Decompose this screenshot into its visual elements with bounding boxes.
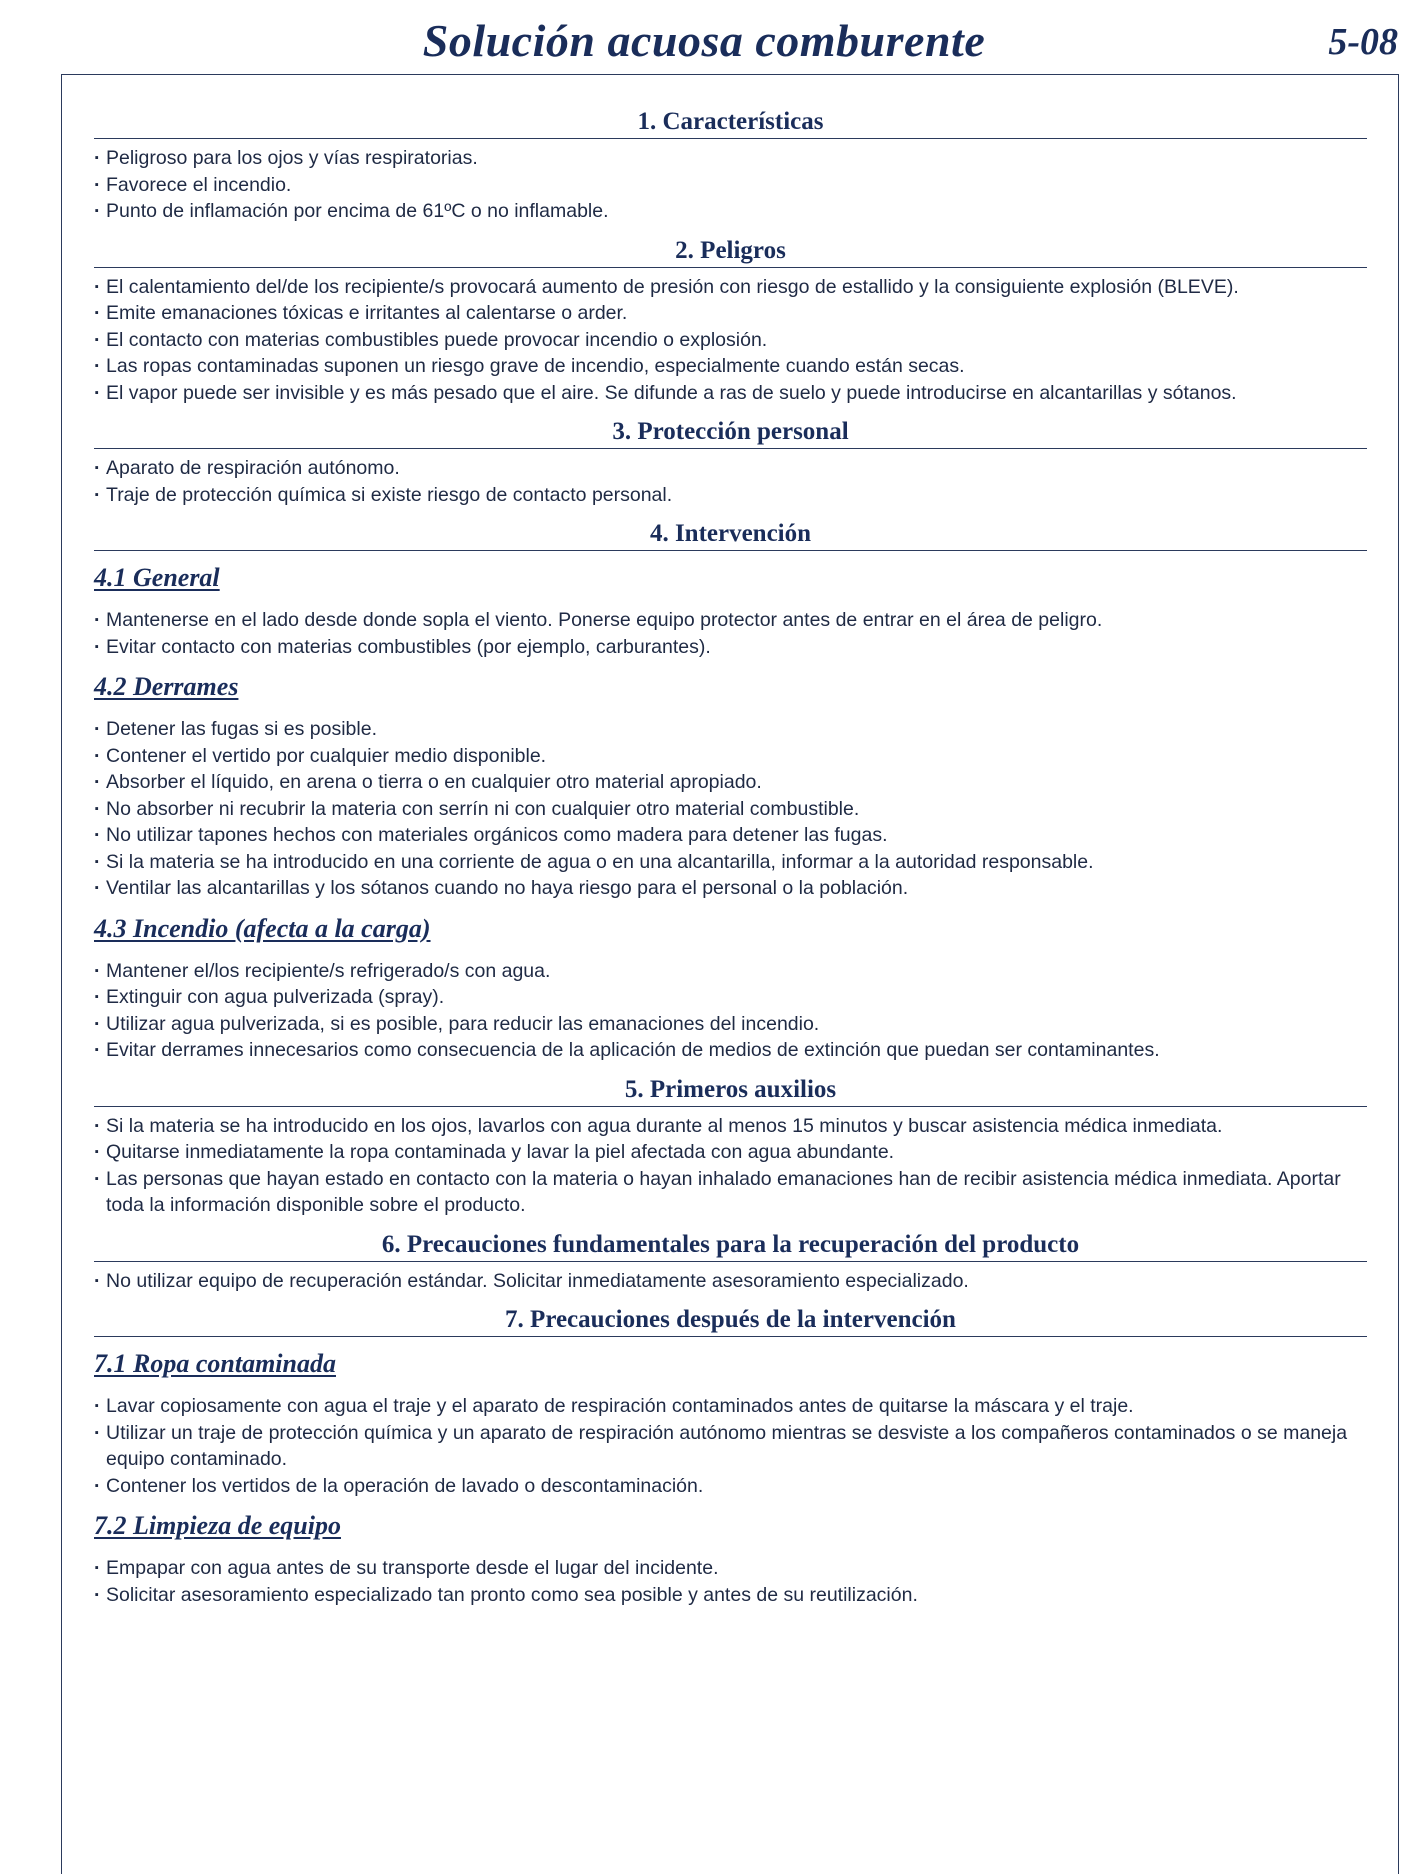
list-item: · Evitar contacto con materias combustibles (por ejemplo, carburantes). — [94, 634, 1367, 661]
list-item: · Punto de inflamación por encima de 61ºC o no inflamable. — [94, 198, 1367, 225]
section-first-aid — [94, 1076, 1367, 1219]
section-title: 1. Características — [94, 108, 1367, 139]
list-item: · Contener el vertido por cualquier medio disponible. — [94, 743, 1367, 770]
subsection-title-contaminated-clothing: 7.1 Ropa contaminada — [94, 1349, 336, 1378]
subsection-title-fire: 4.3 Incendio (afecta a la carga) — [94, 913, 431, 943]
list-item: · Absorber el líquido, en arena o tierra o en cualquier otro material apropiado. — [94, 769, 1367, 796]
list-item: · El contacto con materias combustibles puede provocar incendio o explosión. — [94, 327, 1367, 354]
list-item: · Contener los vertidos de la operación de lavado o descontaminación. — [94, 1473, 1367, 1500]
item-list — [94, 607, 1367, 660]
item-list — [94, 1555, 1367, 1608]
list-item: · Si la materia se ha introducido en una corriente de agua o en una alcantarilla, informar a la autoridad responsable. — [94, 849, 1367, 876]
list-item: · Solicitar asesoramiento especializado tan pronto como sea posible y antes de su reutilización. — [94, 1582, 1367, 1609]
section-title: 7. Precauciones después de la intervención — [94, 1306, 1367, 1337]
item-list — [94, 1393, 1367, 1499]
list-item: · Empapar con agua antes de su transporte desde el lugar del incidente. — [94, 1555, 1367, 1582]
list-item: · No absorber ni recubrir la materia con serrín ni con cualquier otro material combustible. — [94, 796, 1367, 823]
item-list — [94, 958, 1367, 1064]
item-list — [94, 1268, 1367, 1295]
list-item: · Las personas que hayan estado en contacto con la materia o hayan inhalado emanaciones han de recibir asistencia médica inmediata. Aportar toda la información disponible sobre el producto. — [94, 1166, 1367, 1219]
list-item: · Detener las fugas si es posible. — [94, 716, 1367, 743]
document-code: 5-08 — [1328, 21, 1398, 63]
list-item: · Mantener el/los recipiente/s refrigerado/s con agua. — [94, 958, 1367, 985]
page-title: Solución acuosa comburente — [422, 15, 986, 66]
section-intervention — [94, 520, 1367, 1064]
section-dangers — [94, 237, 1367, 407]
subsection-title-spills: 4.2 Derrames — [94, 672, 239, 701]
item-list — [94, 716, 1367, 902]
section-title: 3. Protección personal — [94, 418, 1367, 449]
list-item: · El vapor puede ser invisible y es más pesado que el aire. Se difunde a ras de suelo y puede introducirse en alcantarillas y sótanos. — [94, 380, 1367, 407]
item-list — [94, 455, 1367, 508]
section-title: 5. Primeros auxilios — [94, 1076, 1367, 1107]
list-item: · Aparato de respiración autónomo. — [94, 455, 1367, 482]
list-item: · Quitarse inmediatamente la ropa contaminada y lavar la piel afectada con agua abundante. — [94, 1139, 1367, 1166]
list-item: · Favorece el incendio. — [94, 172, 1367, 199]
list-item: · Emite emanaciones tóxicas e irritantes al calentarse o arder. — [94, 300, 1367, 327]
list-item: · Lavar copiosamente con agua el traje y el aparato de respiración contaminados antes de quitarse la máscara y el traje. — [94, 1393, 1367, 1420]
section-personal-protection — [94, 418, 1367, 508]
item-list — [94, 274, 1367, 407]
section-characteristics — [94, 108, 1367, 225]
section-title: 6. Precauciones fundamentales para la recuperación del producto — [94, 1231, 1367, 1262]
list-item: · Utilizar un traje de protección química y un aparato de respiración autónomo mientras se desviste a los compañeros contaminados o se maneja equipo contaminado. — [94, 1420, 1367, 1473]
list-item: · Si la materia se ha introducido en los ojos, lavarlos con agua durante al menos 15 minutos y buscar asistencia médica inmediata. — [94, 1113, 1367, 1140]
subsection-title-equipment-cleaning: 7.2 Limpieza de equipo — [94, 1511, 341, 1540]
section-title: 2. Peligros — [94, 237, 1367, 268]
list-item: · Las ropas contaminadas suponen un riesgo grave de incendio, especialmente cuando están secas. — [94, 353, 1367, 380]
list-item: · Mantenerse en el lado desde donde sopla el viento. Ponerse equipo protector antes de entrar en el área de peligro. — [94, 607, 1367, 634]
list-item: · No utilizar tapones hechos con materiales orgánicos como madera para detener las fugas. — [94, 822, 1367, 849]
section-recovery-precautions — [94, 1231, 1367, 1295]
item-list — [94, 1113, 1367, 1219]
section-post-intervention — [94, 1306, 1367, 1608]
list-item: · Traje de protección química si existe riesgo de contacto personal. — [94, 482, 1367, 509]
list-item: · No utilizar equipo de recuperación estándar. Solicitar inmediatamente asesoramiento especializado. — [94, 1268, 1367, 1295]
list-item: · El calentamiento del/de los recipiente/s provocará aumento de presión con riesgo de estallido y la consiguiente explosión (BLEVE). — [94, 274, 1367, 301]
subsection-title-general: 4.1 General — [94, 563, 220, 592]
item-list — [94, 145, 1367, 225]
section-title: 4. Intervención — [94, 520, 1367, 551]
list-item: · Peligroso para los ojos y vías respiratorias. — [94, 145, 1367, 172]
list-item: · Evitar derrames innecesarios como consecuencia de la aplicación de medios de extinción que puedan ser contaminantes. — [94, 1037, 1367, 1064]
list-item: · Utilizar agua pulverizada, si es posible, para reducir las emanaciones del incendio. — [94, 1011, 1367, 1038]
document-body — [94, 108, 1367, 1620]
list-item: · Extinguir con agua pulverizada (spray). — [94, 984, 1367, 1011]
list-item: · Ventilar las alcantarillas y los sótanos cuando no haya riesgo para el personal o la población. — [94, 875, 1367, 902]
